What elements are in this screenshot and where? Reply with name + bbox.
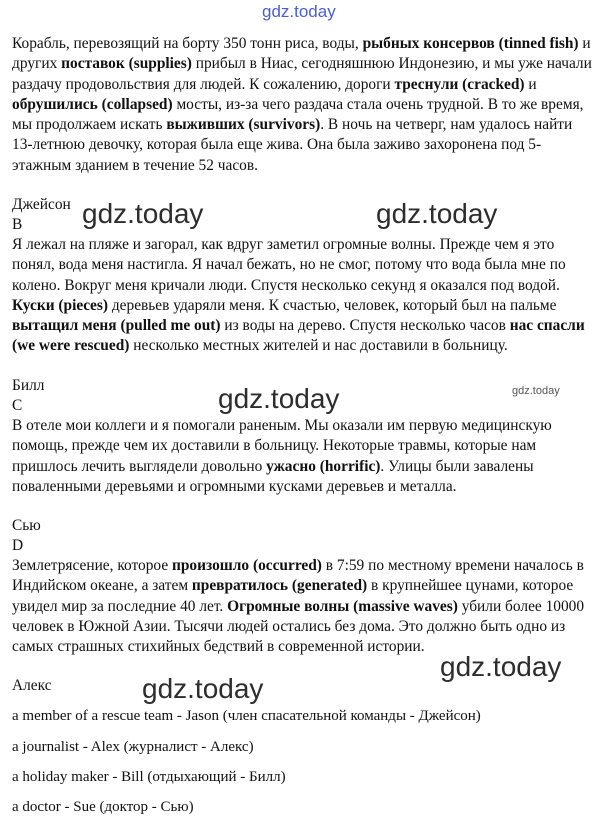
paragraph-text: в крупнейшее цунами, которое увидел мир за последние 40 лет. <box>12 577 574 615</box>
paragraph-text: убили более 10000 человек в Южной Азии. Тысячи людей остались без дома. Это должно быть одно из самых страшных стихийных бедствий в современной истории. <box>12 597 585 656</box>
section-letter: B <box>12 216 23 233</box>
author-name: Алекс <box>12 677 52 694</box>
glossary-term: Огромные волны (massive waves) <box>227 597 458 615</box>
paragraph-text: . В ночь на четверг, нам удалось найти 13-летнюю девочку, которая была еще жива. Она была заживо захоронена под 5-этажным зданием в течение 52 часов. <box>12 116 573 174</box>
answer-line: a doctor - Sue (доктор - Сью) <box>12 799 194 815</box>
glossary-term: треснули (cracked) <box>394 75 525 93</box>
author-name: Сью <box>12 517 41 534</box>
paragraph-section-a <box>12 34 596 176</box>
glossary-term: вытащил меня (pulled me out) <box>12 317 221 335</box>
section-letter: C <box>12 397 23 414</box>
section-letter: D <box>12 537 24 554</box>
author-name: Билл <box>12 377 45 394</box>
glossary-term: превратилось (generated) <box>191 577 368 595</box>
glossary-term: поставок (supplies) <box>61 55 192 73</box>
answer-line: a member of a rescue team - Jason (член спасательной команды - Джейсон) <box>12 708 481 724</box>
glossary-term: произошло (occurred) <box>172 557 322 574</box>
paragraph-text: Корабль, перевозящий на борту 350 тонн риса, воды, <box>12 35 363 52</box>
glossary-term: нас спасли (we were rescued) <box>12 317 585 355</box>
paragraph-text: . Улицы были завалены поваленными деревьями и огромными кусками деревьев и металла. <box>12 457 534 495</box>
paragraph-section-c <box>12 416 596 497</box>
paragraph-text: и <box>524 75 537 93</box>
watermark: gdz.today <box>82 198 204 229</box>
paragraph-text: Я лежал на пляже и загорал, как вдруг заметил огромные волны. Прежде чем я это понял, вода меня настигла. Я начал бежать, но не смог, потому что вода была мне по колено. Вокруг меня кричали люди. Спустя несколько секунд я оказался под водой. <box>12 236 566 294</box>
paragraph-section-d <box>12 556 596 657</box>
watermark: gdz.today <box>262 2 336 21</box>
paragraph-text: несколько местных жителей и нас доставили в больницу. <box>129 337 508 355</box>
answer-line: a holiday maker - Bill (отдыхающий - Билл) <box>12 769 286 785</box>
paragraph-text: деревьев ударяли меня. К счастью, человек, который был на пальме <box>107 296 557 314</box>
paragraph-text: прибыл в Ниас, сегодняшнюю Индонезию, и мы уже начали раздачу продовольствия для людей. К сожалению, дороги <box>12 55 592 93</box>
paragraph-text: в 7:59 по местному времени началось в Индийском океане, а затем <box>12 557 584 595</box>
author-name: Джейсон <box>12 196 71 213</box>
paragraph-text: Землетрясение, которое <box>12 557 172 574</box>
paragraph-text: мосты, из-за чего раздача стала очень трудной. В то же время, мы продолжаем искать <box>12 95 584 134</box>
glossary-term: Куски (pieces) <box>12 296 108 314</box>
glossary-term: ужасно (horrific) <box>266 457 381 475</box>
paragraph-text: из воды на дерево. Спустя несколько часов <box>220 317 510 335</box>
answer-line: a journalist - Alex (журналист - Алекс) <box>12 739 254 755</box>
watermark: gdz.today <box>512 385 560 397</box>
paragraph-text: и других <box>12 35 591 73</box>
watermark: gdz.today <box>376 198 498 229</box>
glossary-term: рыбных консервов (tinned fish) <box>362 35 579 52</box>
watermark: gdz.today <box>142 673 264 704</box>
glossary-term: выживших (survivors) <box>166 116 321 134</box>
watermark: gdz.today <box>218 383 340 414</box>
paragraph-text: В отеле мои коллеги и я помогали раненым. Мы оказали им первую медицинскую помощь, прежде чем их доставили в больницу. Некоторые травмы, которые нам пришлось лечить выглядели довольно <box>12 417 552 475</box>
glossary-term: обрушились (collapsed) <box>12 95 173 113</box>
watermark: gdz.today <box>440 651 562 682</box>
paragraph-section-b <box>12 235 596 357</box>
